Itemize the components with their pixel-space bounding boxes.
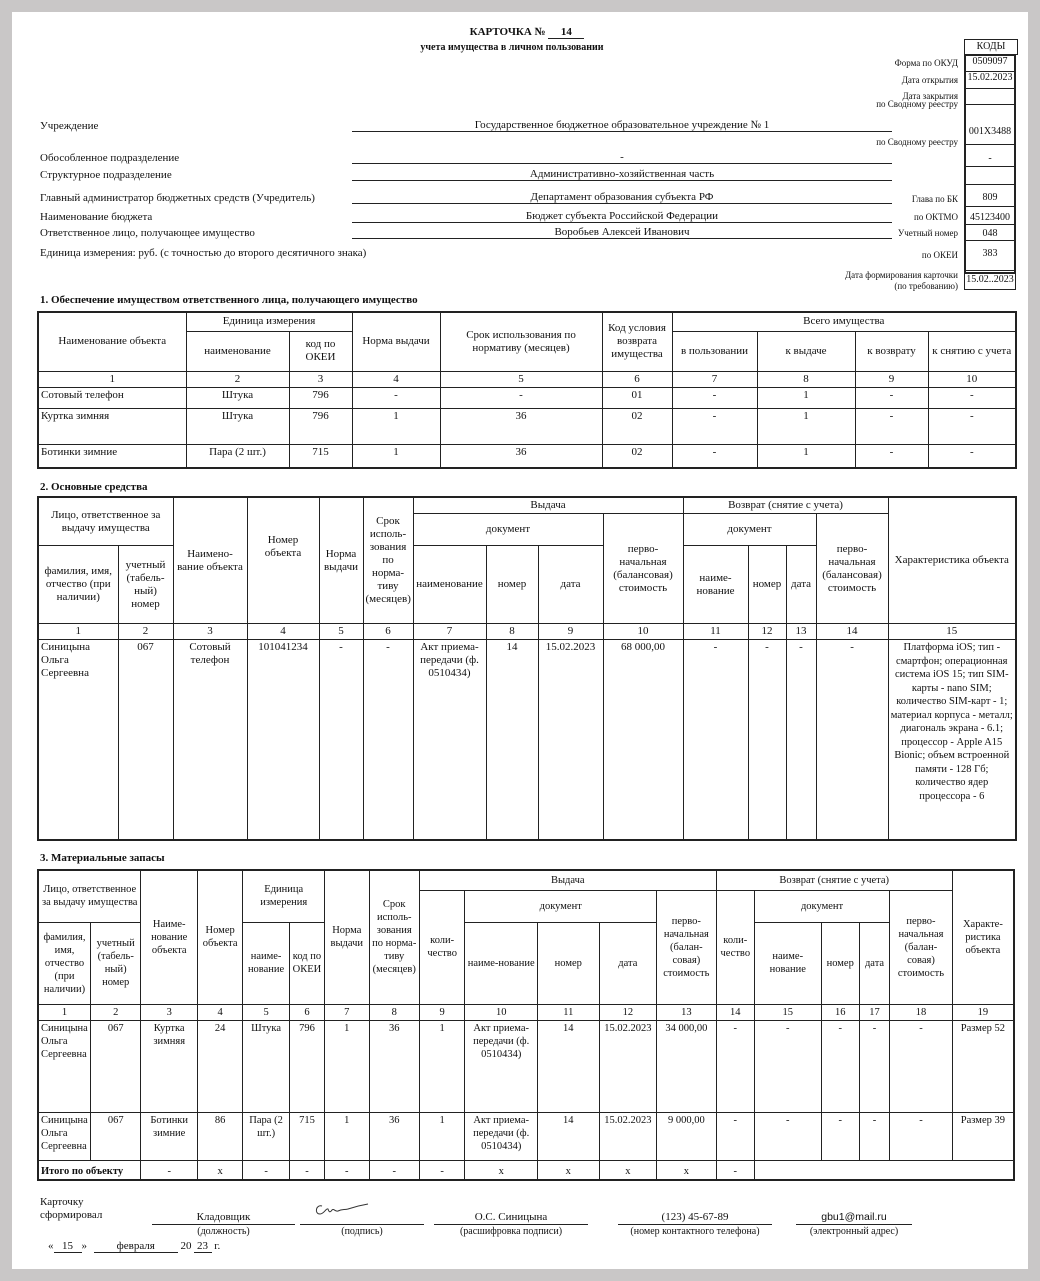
cell: - [754, 1112, 821, 1160]
s3-header-ret-qty: коли-чество [716, 890, 754, 1004]
cell: x [197, 1160, 242, 1180]
col-number: 2 [90, 1004, 140, 1020]
cell: x [599, 1160, 657, 1180]
cell: 36 [369, 1020, 419, 1112]
cell: Сотовый телефон [173, 640, 247, 840]
col-number: 8 [757, 371, 855, 387]
code-label-registry-1 [872, 98, 958, 111]
cell: 715 [289, 1112, 324, 1160]
s2-header-ret-name: наиме-нование [683, 546, 748, 624]
code-label-account-no: Учетный номер [897, 228, 958, 238]
col-number: 12 [599, 1004, 657, 1020]
req-value-budget: Бюджет субъекта Российской Федерации [352, 210, 892, 223]
code-label-registry-1-text: по Сводному реестру [876, 99, 958, 109]
col-number: 7 [325, 1004, 369, 1020]
cell: - [928, 387, 1016, 408]
col-number: 6 [602, 371, 672, 387]
cell: - [855, 444, 928, 468]
cell: 1 [325, 1112, 369, 1160]
s3-header-person-group: Лицо, ответственное за выдачу имущества [38, 870, 141, 922]
col-number: 5 [243, 1004, 289, 1020]
document-sheet [12, 12, 1028, 1269]
s3-header-doc-no: номер [538, 922, 600, 1004]
cell: 1 [325, 1020, 369, 1112]
cell: - [672, 408, 757, 444]
s3-header-unit-code: код по ОКЕИ [289, 922, 324, 1004]
card-number: 14 [548, 26, 584, 39]
cell: Пара (2 шт.) [186, 444, 289, 468]
cell: - [325, 1160, 369, 1180]
s3-header-doc: документ [465, 890, 657, 922]
formation-date: « 15 » февраля 20 23 г. [48, 1240, 221, 1252]
cell: - [928, 408, 1016, 444]
section3-table [37, 869, 1015, 1181]
cell: 1 [352, 408, 440, 444]
s1-header-to-writeoff: к снятию с учета [928, 331, 1016, 371]
table-row [38, 444, 1016, 468]
section2-title: 2. Основные средства [40, 481, 148, 493]
s2-header-issue-group: Выдача [413, 497, 683, 514]
code-label-okei: по ОКЕИ [921, 250, 958, 260]
cell: 15.02.2023 [599, 1020, 657, 1112]
cell: - [683, 640, 748, 840]
col-number: 8 [486, 624, 538, 640]
col-number: 11 [683, 624, 748, 640]
col-number: 16 [821, 1004, 859, 1020]
cell: 067 [90, 1112, 140, 1160]
s3-header-tab-no: учетный (табель-ный) номер [90, 922, 140, 1004]
cell: - [855, 408, 928, 444]
code-label-open-date: Дата открытия [901, 75, 958, 85]
code-value-registry-2: - [964, 144, 1016, 167]
cell: - [821, 1020, 859, 1112]
cell: - [890, 1112, 953, 1160]
s2-header-ret-doc: документ [683, 514, 816, 546]
phone-caption: (номер контактного телефона) [630, 1226, 760, 1237]
position-value: Кладовщик [152, 1210, 295, 1225]
signer-name-caption: (расшифровка подписи) [459, 1226, 563, 1237]
s3-header-ret-date: дата [859, 922, 889, 1004]
cell: 68 000,00 [603, 640, 683, 840]
cell: Сотовый телефон [38, 387, 186, 408]
cell: - [440, 387, 602, 408]
s3-header-ret-no: номер [821, 922, 859, 1004]
s3-header-term: Срок исполь-зования по норма-тиву (месяцев) [369, 870, 419, 1004]
col-number: 2 [186, 371, 289, 387]
code-value-empty [964, 166, 1016, 185]
s3-header-characteristics: Характе-ристика объекта [952, 870, 1014, 1004]
s1-header-unit-group: Единица измерения [186, 312, 352, 331]
cell: Размер 39 [952, 1112, 1014, 1160]
cell: - [748, 640, 786, 840]
col-number: 18 [890, 1004, 953, 1020]
cell: Синицына Ольга Сергеевна [38, 1112, 90, 1160]
section3-title: 3. Материальные запасы [40, 852, 165, 864]
cell: 796 [289, 1020, 324, 1112]
cell: - [672, 444, 757, 468]
col-number: 4 [197, 1004, 242, 1020]
formation-date-sublabel: (по требованию) [894, 281, 958, 291]
s1-header-to-return: к возврату [855, 331, 928, 371]
s3-header-unit-name: наиме-нование [243, 922, 289, 1004]
col-number: 1 [38, 371, 186, 387]
cell: x [657, 1160, 717, 1180]
card-title [412, 26, 642, 39]
cell: - [363, 640, 413, 840]
col-number: 14 [716, 1004, 754, 1020]
cell: - [855, 387, 928, 408]
cell: x [538, 1160, 600, 1180]
col-number: 13 [786, 624, 816, 640]
req-value-structural-unit: Административно-хозяйственная часть [352, 168, 892, 181]
formed-by-label: Карточку сформировал [40, 1196, 103, 1221]
code-value-glava: 809 [964, 184, 1016, 207]
s3-header-issue-group: Выдача [419, 870, 716, 890]
table-row [38, 408, 1016, 444]
s2-header-tab-no: учетный (табель-ный) номер [118, 546, 173, 624]
cell: - [859, 1112, 889, 1160]
s3-header-norm: Норма выдачи [325, 870, 369, 1004]
code-value-oktmo: 45123400 [964, 206, 1016, 225]
code-label-glava: Глава по БК [911, 194, 958, 204]
col-number: 9 [855, 371, 928, 387]
cell: 101041234 [247, 640, 319, 840]
card-subtitle: учета имущества в личном пользовании [420, 42, 604, 53]
cell: x [465, 1160, 538, 1180]
code-label-okud: Форма по ОКУД [894, 58, 958, 68]
cell: 14 [486, 640, 538, 840]
cell: 15.02.2023 [538, 640, 603, 840]
cell: Штука [186, 408, 289, 444]
col-number: 11 [538, 1004, 600, 1020]
cell: Акт приема-передачи (ф. 0510434) [465, 1020, 538, 1112]
cell: - [243, 1160, 289, 1180]
table-row [38, 1020, 1014, 1112]
s2-header-norm: Норма выдачи [319, 497, 363, 624]
s3-col-numbers [38, 1004, 1014, 1020]
cell: 36 [440, 408, 602, 444]
code-value-registry-1: 001X3488 [964, 104, 1016, 145]
s2-header-ret-date: дата [786, 546, 816, 624]
col-number: 6 [289, 1004, 324, 1020]
code-label-registry-2-text: по Сводному реестру [876, 137, 958, 147]
cell: - [821, 1112, 859, 1160]
s1-header-in-use: в пользовании [672, 331, 757, 371]
cell: - [319, 640, 363, 840]
s2-header-doc-name: наименование [413, 546, 486, 624]
col-number: 9 [538, 624, 603, 640]
formation-date-label-text: Дата формирования карточки [845, 270, 958, 280]
s2-col-numbers [38, 624, 1016, 640]
s3-header-ret-cost: перво-начальная (балан-совая) стоимость [890, 890, 953, 1004]
col-number: 9 [419, 1004, 464, 1020]
code-value-okud: 0509097 [964, 56, 1016, 72]
col-number: 2 [118, 624, 173, 640]
req-value-responsible: Воробьев Алексей Иванович [352, 226, 892, 239]
col-number: 7 [413, 624, 486, 640]
signature-caption: (подпись) [341, 1226, 383, 1237]
col-number: 10 [465, 1004, 538, 1020]
s1-header-return-code: Код условия возврата имущества [602, 312, 672, 371]
s1-header-total-group: Всего имущества [672, 312, 1016, 331]
cell: - [419, 1160, 464, 1180]
cell: Пара (2 шт.) [243, 1112, 289, 1160]
cell: Ботинки зимние [38, 444, 186, 468]
cell: Синицына Ольга Сергеевна [38, 640, 118, 840]
col-number: 1 [38, 1004, 90, 1020]
cell-characteristics: Платформа iOS; тип - смартфон; операционная система iOS 15; тип SIM-карты - nano SIM; количество SIM-карт - 1; материал корпуса - металл; диагональ экрана - 6.1; процессор - Apple A15 Bionic; объем встроенной памяти - 128 Гб; количество ядер процессора - 6 [888, 640, 1016, 840]
s3-header-return-group: Возврат (снятие с учета) [716, 870, 952, 890]
req-value-admin: Департамент образования субъекта РФ [352, 191, 892, 204]
s1-header-unit-code: код по ОКЕИ [289, 331, 352, 371]
cell: Акт приема-передачи (ф. 0510434) [465, 1112, 538, 1160]
req-value-institution: Государственное бюджетное образовательное учреждение № 1 [352, 119, 892, 132]
cell: - [369, 1160, 419, 1180]
req-label-responsible: Ответственное лицо, получающее имущество [40, 227, 255, 239]
section1-table [37, 311, 1017, 469]
s2-header-term: Срок исполь-зования по норма-тиву (месяцев) [363, 497, 413, 624]
col-number: 12 [748, 624, 786, 640]
cell: 02 [602, 408, 672, 444]
codes-header: КОДЫ [964, 39, 1018, 55]
cell: 796 [289, 387, 352, 408]
cell: 9 000,00 [657, 1112, 717, 1160]
formation-date-value: 15.02..2023 [964, 270, 1016, 290]
req-label-structural-unit: Структурное подразделение [40, 169, 172, 181]
col-number: 15 [888, 624, 1016, 640]
col-number: 3 [173, 624, 247, 640]
cell: - [289, 1160, 324, 1180]
s2-header-ret-cost: перво-начальная (балансовая) стоимость [816, 514, 888, 624]
s3-header-fio: фамилия, имя, отчество (при наличии) [38, 922, 90, 1004]
code-value-account-no: 048 [964, 224, 1016, 241]
s2-header-doc-no: номер [486, 546, 538, 624]
col-number: 4 [352, 371, 440, 387]
cell: 01 [602, 387, 672, 408]
cell: Акт приема-передачи (ф. 0510434) [413, 640, 486, 840]
s3-header-doc-date: дата [599, 922, 657, 1004]
cell: - [716, 1112, 754, 1160]
phone-value: (123) 45-67-89 [618, 1210, 772, 1225]
cell: 34 000,00 [657, 1020, 717, 1112]
code-value-close-date [964, 88, 1016, 105]
cell: Куртка зимняя [38, 408, 186, 444]
col-number: 10 [928, 371, 1016, 387]
position-caption: (должность) [197, 1226, 250, 1237]
card-label: КАРТОЧКА № [469, 26, 546, 38]
cell: - [859, 1020, 889, 1112]
cell: - [716, 1160, 754, 1180]
cell: 067 [90, 1020, 140, 1112]
total-empty [754, 1160, 1014, 1180]
s3-header-ret-doc: документ [754, 890, 889, 922]
req-unit-of-measure: Единица измерения: руб. (с точностью до второго десятичного знака) [40, 247, 367, 259]
date-year-prefix: 20 [180, 1240, 192, 1252]
cell: - [352, 387, 440, 408]
cell: - [786, 640, 816, 840]
signature-field [300, 1210, 424, 1225]
col-number: 15 [754, 1004, 821, 1020]
formation-date-label [812, 270, 958, 292]
cell: - [672, 387, 757, 408]
cell: Размер 52 [952, 1020, 1014, 1112]
cell: 14 [538, 1112, 600, 1160]
col-number: 8 [369, 1004, 419, 1020]
cell: Штука [243, 1020, 289, 1112]
cell: 067 [118, 640, 173, 840]
s3-header-cost: перво-начальная (балан-совая) стоимость [657, 890, 717, 1004]
s2-header-obj-name: Наимено-вание объекта [173, 497, 247, 624]
col-number: 4 [247, 624, 319, 640]
cell: 1 [757, 387, 855, 408]
cell: 715 [289, 444, 352, 468]
s2-header-doc-date: дата [538, 546, 603, 624]
col-number: 3 [141, 1004, 198, 1020]
date-day: 15 [54, 1240, 82, 1253]
s2-header-cost: перво-начальная (балансовая) стоимость [603, 514, 683, 624]
cell: 1 [352, 444, 440, 468]
cell: - [754, 1020, 821, 1112]
cell: 1 [757, 444, 855, 468]
s3-header-unit-group: Единица измерения [243, 870, 325, 922]
signer-name: О.С. Синицына [434, 1210, 588, 1225]
s2-header-ret-no: номер [748, 546, 786, 624]
cell: Куртка зимняя [141, 1020, 198, 1112]
s2-header-obj-no: Номер объекта [247, 497, 319, 624]
s1-header-name: Наименование объекта [38, 312, 186, 371]
col-number: 14 [816, 624, 888, 640]
total-label: Итого по объекту [38, 1160, 141, 1180]
date-month: февраля [94, 1240, 178, 1253]
table-row [38, 640, 1016, 840]
cell: - [716, 1020, 754, 1112]
cell: 14 [538, 1020, 600, 1112]
s2-header-doc: документ [413, 514, 603, 546]
cell: - [816, 640, 888, 840]
col-number: 10 [603, 624, 683, 640]
code-label-registry-2 [872, 136, 958, 149]
email-caption: (электронный адрес) [809, 1226, 899, 1237]
req-label-institution: Учреждение [40, 120, 99, 132]
req-label-separate-unit: Обособленное подразделение [40, 152, 180, 164]
code-value-okei: 383 [982, 248, 998, 259]
col-number: 1 [38, 624, 118, 640]
cell: 15.02.2023 [599, 1112, 657, 1160]
cell: Синицына Ольга Сергеевна [38, 1020, 90, 1112]
req-value-separate-unit: - [352, 151, 892, 164]
email-value: gbu1@mail.ru [796, 1210, 912, 1225]
cell: 1 [419, 1112, 464, 1160]
s1-col-numbers [38, 371, 1016, 387]
section2-table [37, 496, 1017, 841]
s2-header-fio: фамилия, имя, отчество (при наличии) [38, 546, 118, 624]
req-label-admin: Главный администратор бюджетных средств (Учредитель) [40, 192, 315, 204]
s3-header-obj-no: Номер объекта [197, 870, 242, 1004]
col-number: 7 [672, 371, 757, 387]
cell: 36 [369, 1112, 419, 1160]
s2-header-person-group: Лицо, ответственное за выдачу имущества [38, 497, 173, 546]
s1-header-unit-name: наименование [186, 331, 289, 371]
col-number: 3 [289, 371, 352, 387]
s1-header-to-issue: к выдаче [757, 331, 855, 371]
cell: 86 [197, 1112, 242, 1160]
cell: Ботинки зимние [141, 1112, 198, 1160]
cell: 1 [419, 1020, 464, 1112]
table-row [38, 387, 1016, 408]
s1-header-term: Срок использования по нормативу (месяцев) [440, 312, 602, 371]
s2-header-return-group: Возврат (снятие с учета) [683, 497, 888, 514]
date-suffix: г. [214, 1240, 221, 1252]
s3-header-obj-name: Наиме-нование объекта [141, 870, 198, 1004]
cell: 02 [602, 444, 672, 468]
date-year: 23 [194, 1240, 212, 1253]
col-number: 5 [440, 371, 602, 387]
req-label-budget: Наименование бюджета [40, 211, 153, 223]
total-row [38, 1160, 1014, 1180]
col-number: 19 [952, 1004, 1014, 1020]
col-number: 17 [859, 1004, 889, 1020]
col-number: 5 [319, 624, 363, 640]
cell: 1 [757, 408, 855, 444]
cell: 24 [197, 1020, 242, 1112]
s3-header-doc-name: наиме-нование [465, 922, 538, 1004]
table-row [38, 1112, 1014, 1160]
col-number: 6 [363, 624, 413, 640]
code-value-open-date: 15.02.2023 [964, 72, 1016, 89]
s1-header-norm: Норма выдачи [352, 312, 440, 371]
cell: - [928, 444, 1016, 468]
cell: - [141, 1160, 198, 1180]
s3-header-qty: коли-чество [419, 890, 464, 1004]
code-label-oktmo: по ОКТМО [914, 212, 958, 222]
s3-header-ret-name: наиме-нование [754, 922, 821, 1004]
cell: Штука [186, 387, 289, 408]
cell: - [890, 1020, 953, 1112]
s2-header-characteristics: Характеристика объекта [888, 497, 1016, 624]
section1-title: 1. Обеспечение имуществом ответственного лица, получающего имущество [40, 294, 418, 306]
cell: 796 [289, 408, 352, 444]
code-label-close-date: Дата закрытия [902, 91, 958, 101]
col-number: 13 [657, 1004, 717, 1020]
signature-icon [312, 1200, 372, 1220]
cell: 36 [440, 444, 602, 468]
